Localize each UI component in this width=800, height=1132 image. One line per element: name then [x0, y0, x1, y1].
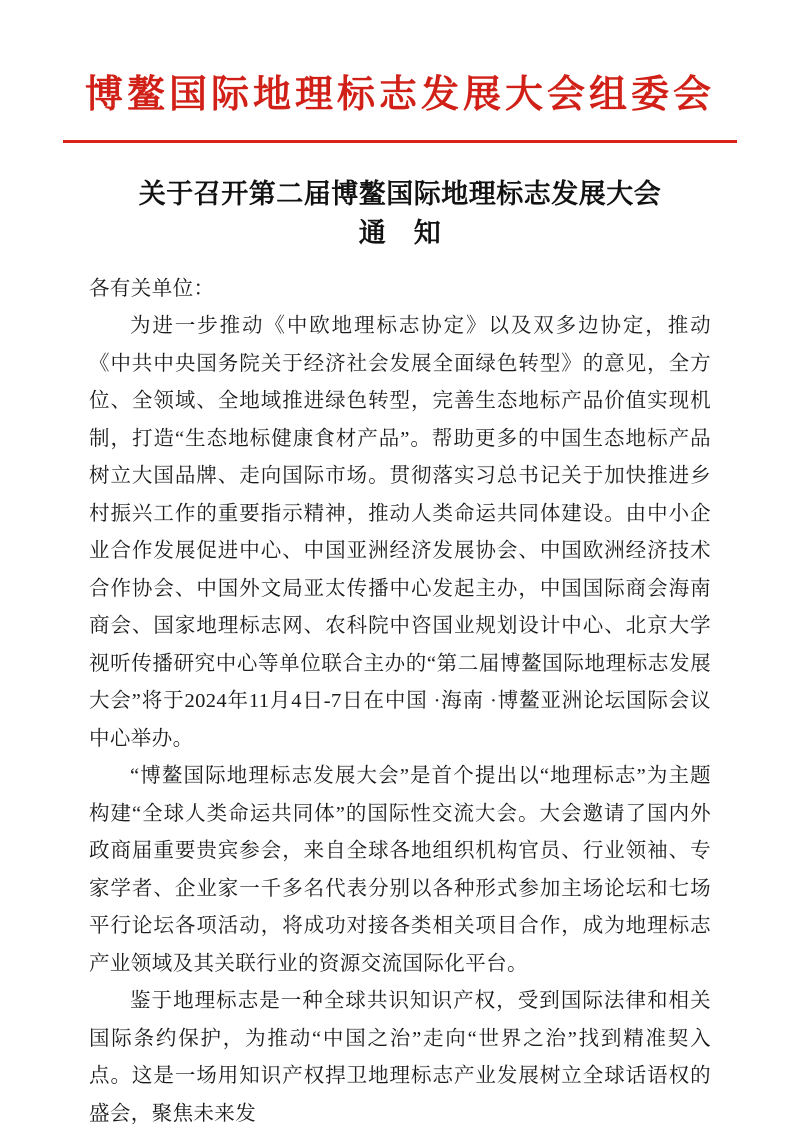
document-title-line-1: 关于召开第二届博鳌国际地理标志发展大会 [138, 178, 662, 209]
salutation: 各有关单位： [89, 277, 215, 300]
letterhead [0, 0, 800, 143]
body-paragraph: 为进一步推动《中欧地理标志协定》以及双多边协定，推动《中共中央国务院关于经济社会发展全面绿色转型》的意见，全方位、全领域、全地域推进绿色转型，完善生态地标产品价值实现机制，打造“生态地标健康食材产品”。帮助更多的中国生态地标产品树立大国品牌、走向国际市场。贯彻落实习总书记关于加快推进乡村振兴工作的重要指示精神，推动人类命运共同体建设。由中小企业合作发展促进中心、中国亚洲经济发展协会、中国欧洲经济技术合作协会、中国外文局亚太传播中心发起主办，中国国际商会海南商会、国家地理标志网、农科院中咨国业规划设计中心、北京大学视听传播研究中心等单位联合主办的“第二届博鳌国际地理标志发展大会”将于2024年11月4日-7日在中国 ·海南 ·博鳌亚洲论坛国际会议中心举办。 [89, 315, 711, 750]
document-title [0, 175, 800, 253]
body-paragraph: “博鳌国际地理标志发展大会”是首个提出以“地理标志”为主题构建“全球人类命运共同体”的国际性交流大会。大会邀请了国内外政商届重要贵宾参会，来自全球各地组织机构官员、行业领袖、专家学者、企业家一千多名代表分别以各种形式参加主场论坛和七场平行论坛各项活动，将成功对接各类相关项目合作，成为地理标志产业领域及其关联行业的资源交流国际化平台。 [89, 765, 711, 975]
document-title-line-2: 通 知 [358, 217, 442, 248]
document-body [89, 271, 711, 1132]
letterhead-organization-name: 博鳌国际地理标志发展大会组委会 [84, 74, 715, 116]
letterhead-red-rule [63, 140, 737, 143]
body-paragraph: 鉴于地理标志是一种全球共识知识产权，受到国际法律和相关国际条约保护，为推动“中国之治”走向“世界之治”找到精准契入点。这是一场用知识产权捍卫地理标志产业发展树立全球话语权的盛会，聚焦未来发 [89, 990, 711, 1125]
